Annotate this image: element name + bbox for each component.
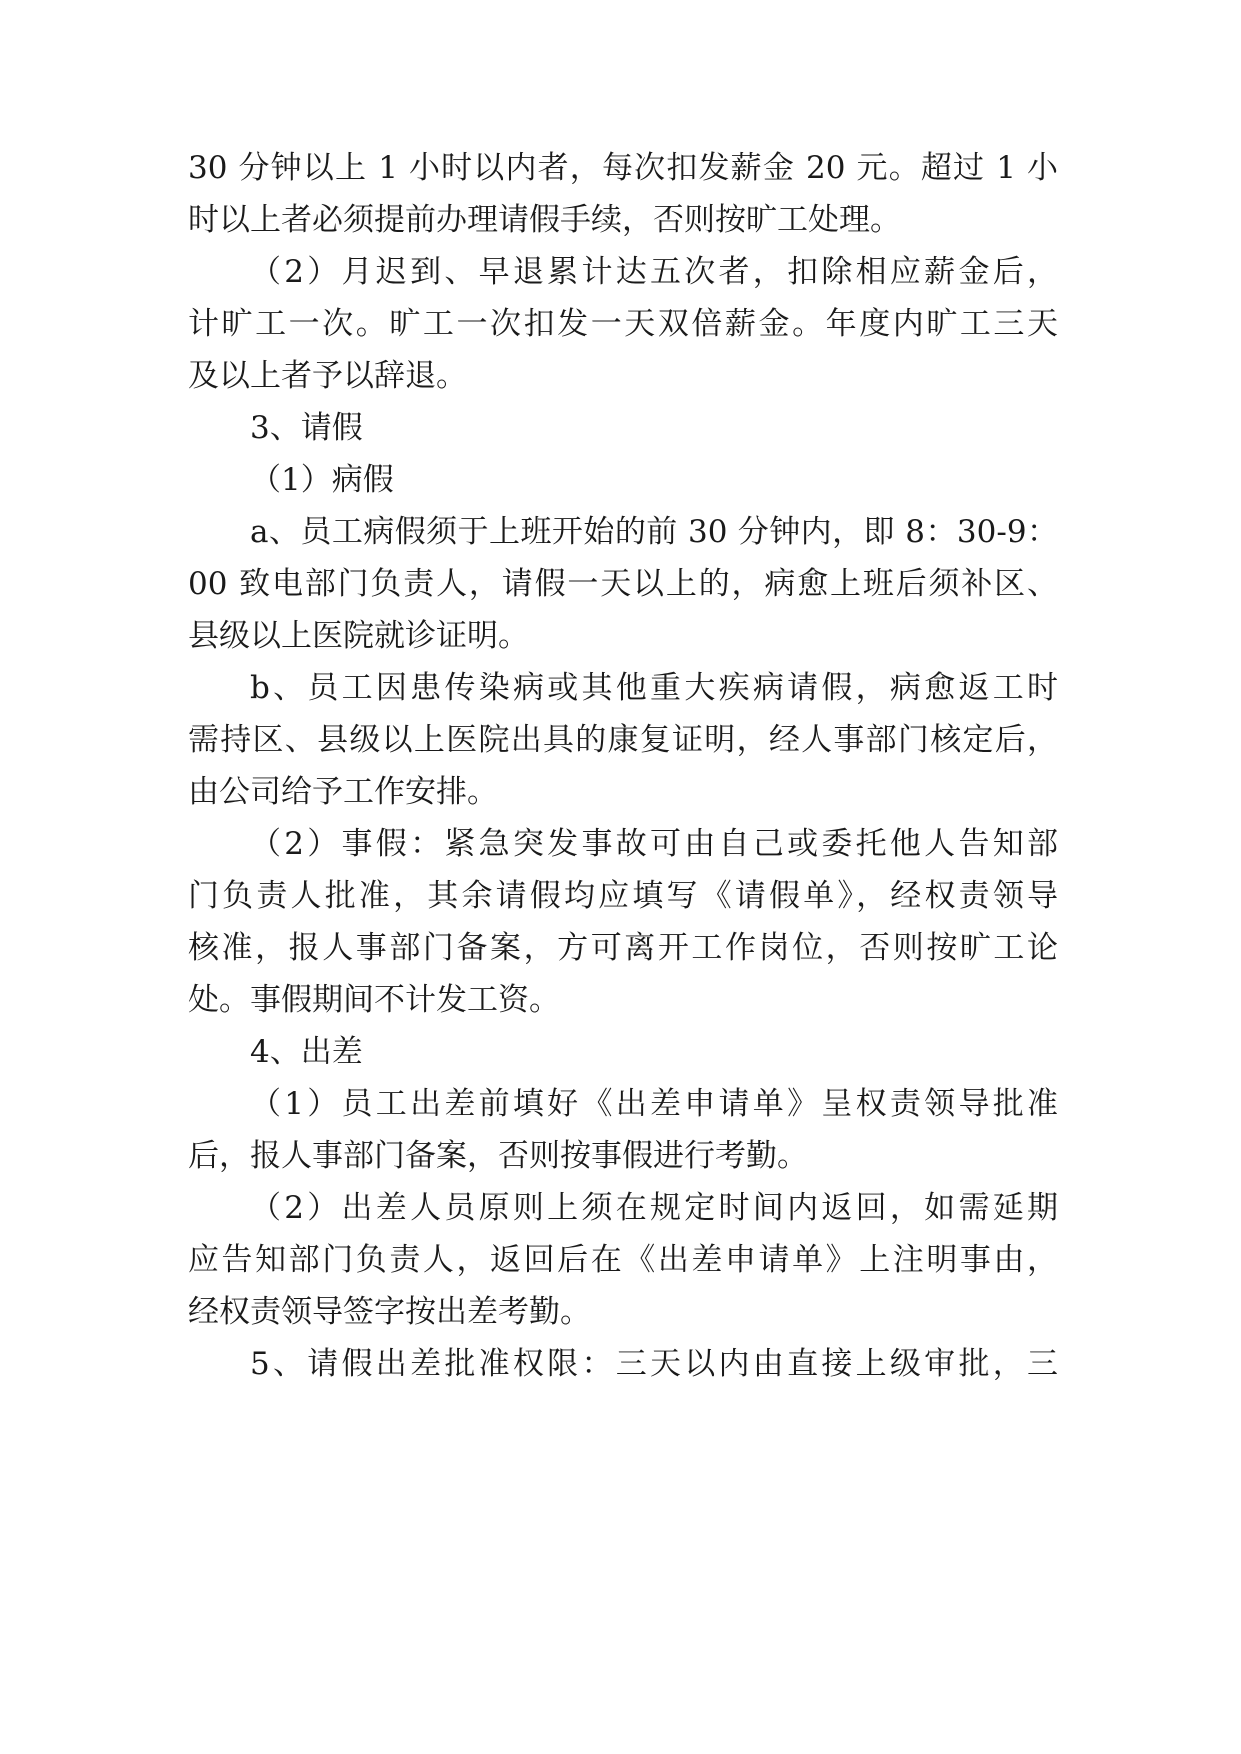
section-heading: 4、出差 xyxy=(250,1034,363,1070)
text-line: 计旷工一次。旷工一次扣发一天双倍薪金。年度内旷工三天 xyxy=(188,306,1058,342)
text-line: a、员工病假须于上班开始的前 30 分钟内，即 8：30-9： xyxy=(250,514,1058,550)
section-heading: 3、请假 xyxy=(250,410,363,446)
text-line: 经权责领导签字按出差考勤。 xyxy=(188,1294,591,1330)
text-line: 00 致电部门负责人，请假一天以上的，病愈上班后须补区、 xyxy=(188,566,1058,602)
text-line: 应告知部门负责人，返回后在《出差申请单》上注明事由， xyxy=(188,1242,1058,1278)
text-line: 后，报人事部门备案，否则按事假进行考勤。 xyxy=(188,1138,808,1174)
text-line: 需持区、县级以上医院出具的康复证明，经人事部门核定后， xyxy=(188,722,1058,758)
text-line: 县级以上医院就诊证明。 xyxy=(188,618,529,654)
text-line: （2）出差人员原则上须在规定时间内返回，如需延期 xyxy=(250,1190,1058,1226)
text-line: 核准，报人事部门备案，方可离开工作岗位，否则按旷工论 xyxy=(188,930,1058,966)
text-line: 及以上者予以辞退。 xyxy=(188,358,467,394)
text-line: 由公司给予工作安排。 xyxy=(188,774,498,810)
text-line: 5、请假出差批准权限：三天以内由直接上级审批，三 xyxy=(250,1346,1058,1382)
text-line: 30 分钟以上 1 小时以内者，每次扣发薪金 20 元。超过 1 小 xyxy=(188,150,1058,186)
text-line: 时以上者必须提前办理请假手续，否则按旷工处理。 xyxy=(188,202,901,238)
text-line: （1）员工出差前填好《出差申请单》呈权责领导批准 xyxy=(250,1086,1058,1122)
text-line: （2）月迟到、早退累计达五次者，扣除相应薪金后， xyxy=(250,254,1058,290)
text-line: （2）事假：紧急突发事故可由自己或委托他人告知部 xyxy=(250,826,1058,862)
subsection-heading: （1）病假 xyxy=(250,462,394,498)
text-line: b、员工因患传染病或其他重大疾病请假，病愈返工时 xyxy=(250,670,1058,706)
text-line: 门负责人批准，其余请假均应填写《请假单》，经权责领导 xyxy=(188,878,1058,914)
text-line: 处。事假期间不计发工资。 xyxy=(188,982,560,1018)
